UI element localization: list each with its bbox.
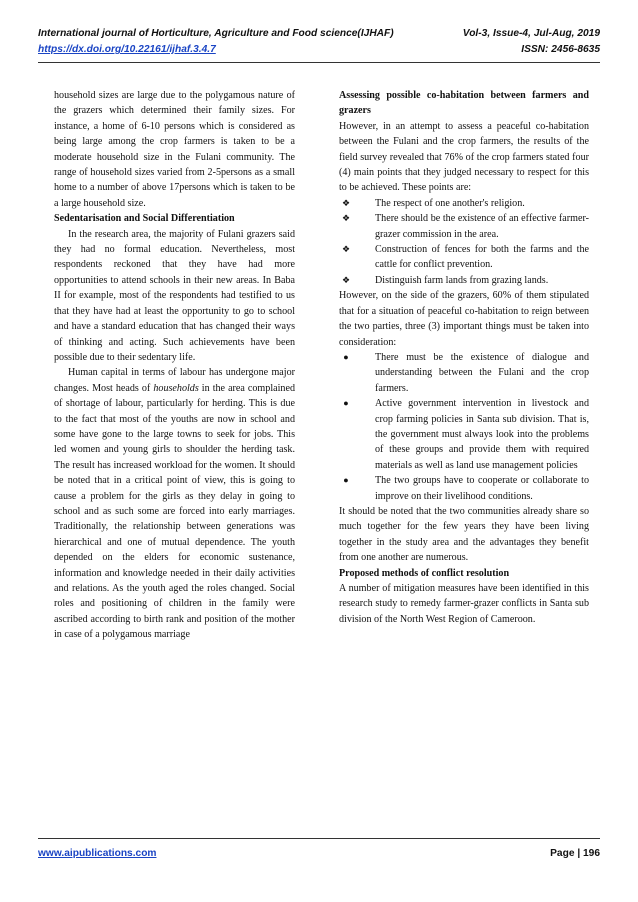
volume-info: Vol-3, Issue-4, Jul-Aug, 2019 [462, 28, 600, 39]
list-item [339, 273, 589, 288]
emphasis: households [153, 382, 199, 394]
footer-rule [38, 838, 600, 839]
list-item-text: There should be the existence of an effective farmer-grazer commission in the area. [375, 213, 589, 240]
list-item [339, 350, 589, 396]
list-item-text: Distinguish farm lands from grazing lands. [375, 274, 549, 286]
section-heading: Sedentarisation and Social Differentiation [54, 213, 235, 225]
list-item [339, 196, 589, 211]
text-run: Human capital in terms of labour has undergone major changes. Most heads of [54, 367, 295, 394]
header-rule [38, 62, 600, 63]
paragraph: In the research area, the majority of Fulani grazers said they had no formal education. Nevertheless, most respondents reckoned that they have had more opportunities to attend schools in their new areas. In Baba II for example, most of the respondents had testified to us that they have had at least the opportunity to go to school and have a standard education that has changed their ways of thinking and acting. Such achievements have been possible due to their sedentary life. [54, 228, 295, 363]
paragraph: A number of mitigation measures have been identified in this research study to remedy farmer-grazer conflicts in Santa sub division of the North West Region of Cameroon. [339, 583, 589, 625]
diamond-bullet-icon: ❖ [341, 244, 351, 255]
text-run: in the area complained of shortage of labour, particularly for herding. This is due to the fact that most of the youths are now in school and some have gone to the large towns to seek for jobs. This led women and young girls to shoulder the herding task. The result has increased workload for the women. It should be noted that in a critical point of view, this is going to cause a problem for the girls as they delay in going to school and as such some are forced into early marriages. Traditionally, the relationship between generations was hierarchical and one of mutual dependence. The youth depended on the elders for economic sustenance, information and knowledge needed in their daily activities and relations. As the youth aged the roles changed. Social roles and positioning of children in the family were ascribed according to birth rank and position of the mother in case of a polygamous marriage [54, 382, 295, 641]
paragraph: However, on the side of the grazers, 60% of them stipulated that for a situation of peaceful co-habitation to reign between the two parties, three (3) important things must be taken into consideration: [339, 290, 589, 348]
paragraph: However, in an attempt to assess a peaceful co-habitation between the Fulani and the crop farmers, the results of the field survey revealed that 76% of the crop farmers stated four (4) main points that they judged necessary to respect for this to be achieved. These points are: [339, 120, 589, 194]
doi-link[interactable]: https://dx.doi.org/10.22161/ijhaf.3.4.7 [38, 44, 216, 55]
page-header [38, 26, 600, 58]
page-footer [38, 848, 600, 859]
list-item-text: There must be the existence of dialogue and understanding between the Fulani and the crop farmers. [375, 351, 589, 394]
diamond-bullet-icon: ❖ [341, 213, 351, 224]
paragraph: It should be noted that the two communities already share so much together for the few years they have been living together in the study area and the advantages they benefit from one another are numerous. [339, 505, 589, 564]
paragraph: household sizes are large due to the polygamous nature of the grazers which determined their family sizes. For instance, a home of 6-10 persons which is considered as being large among the crop farmers is taken to be a moderate household size in the Fulani community. The range of household sizes varied from 2-5persons as a small home to a number of above 17persons which is taken to be a large household size. [54, 90, 295, 209]
right-column [339, 88, 589, 627]
site-link[interactable]: www.aipublications.com [38, 848, 157, 859]
journal-title: International journal of Horticulture, Agriculture and Food science(IJHAF) [38, 28, 394, 39]
dot-bullet-icon: ● [343, 398, 349, 409]
farmer-points-list [339, 196, 589, 288]
diamond-bullet-icon: ❖ [341, 274, 351, 285]
list-item [339, 211, 589, 242]
list-item [339, 396, 589, 473]
diamond-bullet-icon: ❖ [341, 197, 351, 208]
section-heading: Proposed methods of conflict resolution [339, 567, 510, 579]
left-column [54, 88, 295, 643]
paragraph [54, 365, 295, 642]
list-item-text: The respect of one another's religion. [375, 197, 525, 209]
section-heading: Assessing possible co-habitation between farmers and grazers [339, 90, 589, 117]
issn: ISSN: 2456-8635 [521, 44, 600, 55]
list-item [339, 242, 589, 273]
page-number: Page | 196 [550, 848, 600, 859]
list-item-text: Active government intervention in livestock and crop farming policies in Santa sub division. That is, the government must always look into the problems of these groups and provide them with required materials as well as land use management policies [375, 398, 589, 471]
grazer-things-list [339, 350, 589, 504]
dot-bullet-icon: ● [343, 351, 349, 362]
list-item-text: Construction of fences for both the farms and the cattle for conflict prevention. [375, 244, 589, 271]
list-item [339, 473, 589, 504]
list-item-text: The two groups have to cooperate or collaborate to improve on their livelihood conditions. [375, 475, 589, 502]
dot-bullet-icon: ● [343, 475, 349, 486]
